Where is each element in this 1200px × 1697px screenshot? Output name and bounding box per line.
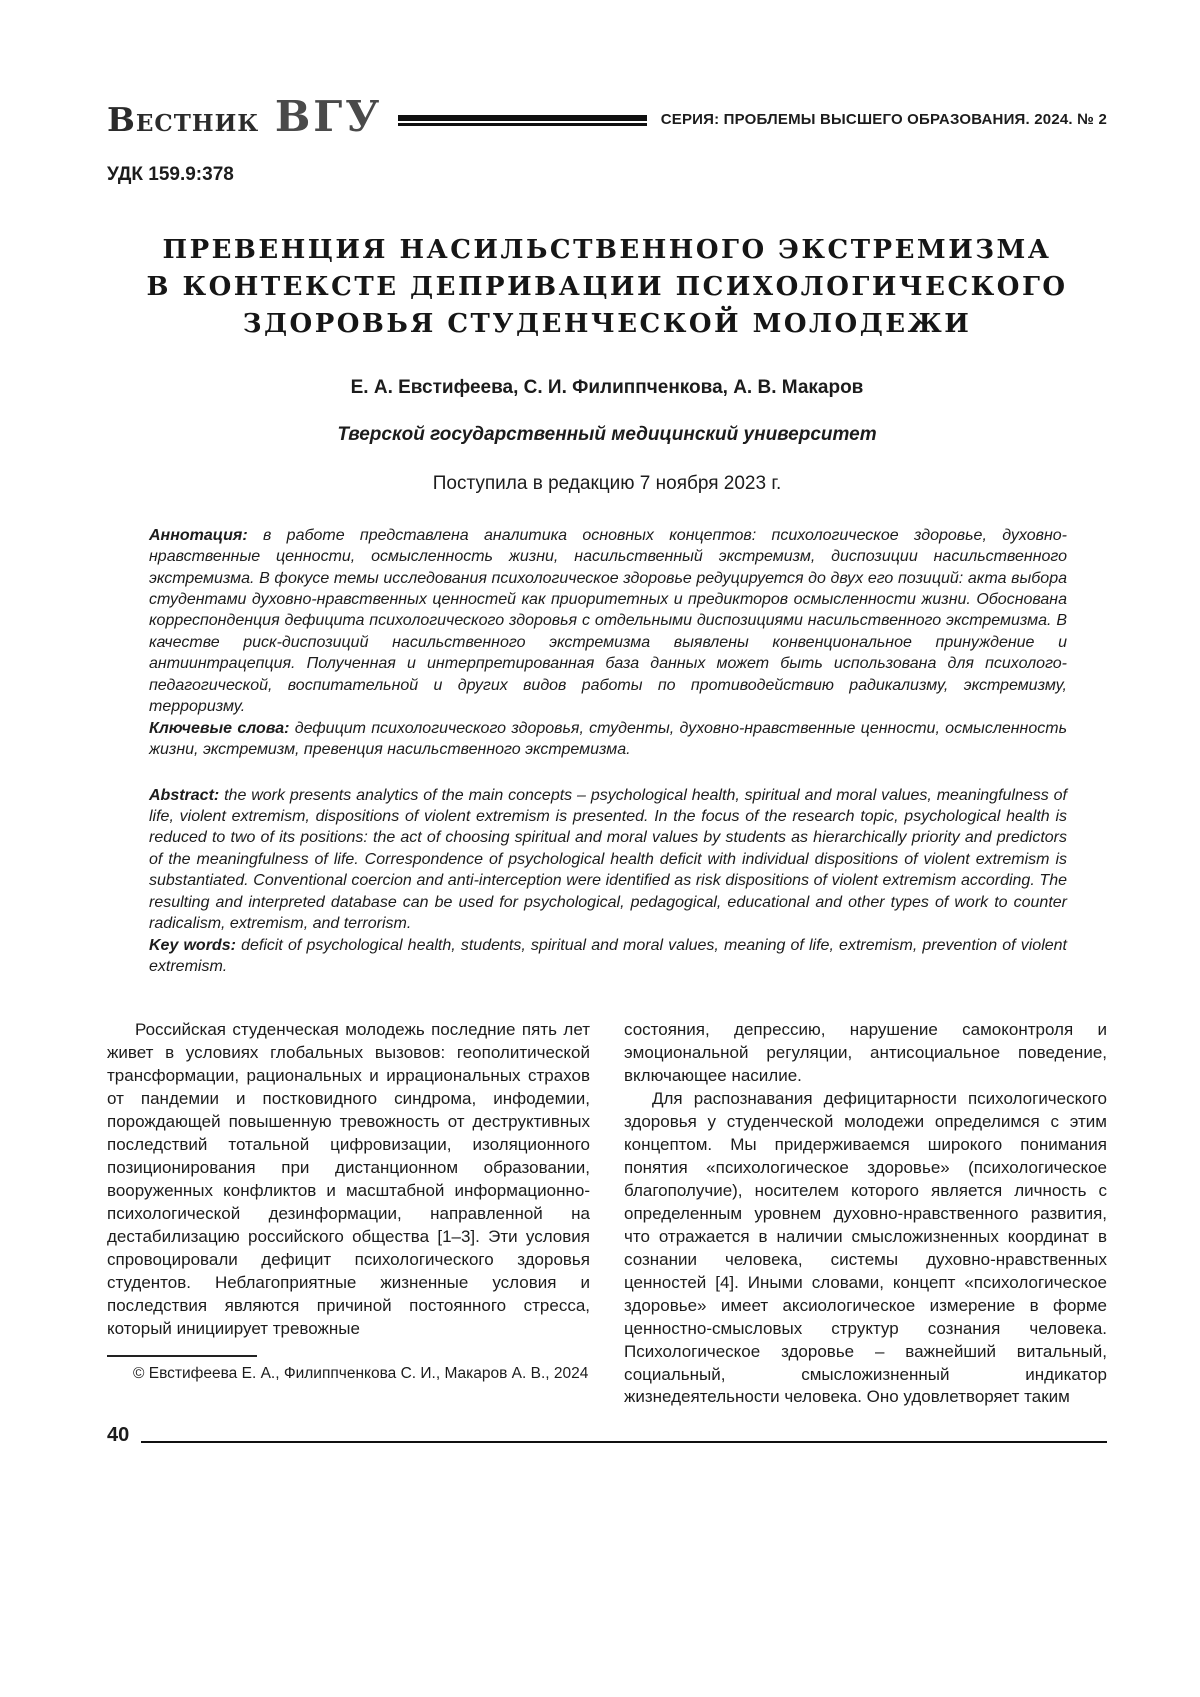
abstract-ru-block	[149, 525, 1067, 761]
abstract-en-paragraph	[149, 785, 1067, 935]
keywords-ru-text: дефицит психологического здоровья, студенты, духовно-нравственные ценности, осмысленность жизни, экстремизм, превенция насильственного экстремизма.	[149, 719, 1067, 759]
keywords-en-paragraph	[149, 935, 1067, 978]
page-number: 40	[107, 1424, 130, 1446]
keywords-en-label: Key words:	[149, 936, 236, 954]
body-paragraph: Для распознавания дефицитарности психологического здоровья у студенческой молодежи определимся с этим концептом. Мы придерживаемся широкого понимания понятия «психологическое здоровье» (психологическое благополучие), носителем которого является личность с определенным уровнем духовно-нравственного развития, что отражается в наличии смысложизненных координат в сознании человека, системы духовно-нравственных ценностей [4]. Иными словами, концепт «психологическое здоровье» имеет аксиологическое измерение в форме ценностно-смысловых структур сознания человека. Психологическое здоровье – важнейший витальный, социальный, смысложизненный индикатор жизнедеятельности человека. Оно удовлетворяет таким	[624, 1089, 1107, 1407]
article-title	[107, 232, 1107, 343]
left-column	[107, 1019, 590, 1409]
copyright-footnote	[107, 1355, 590, 1384]
annotation-text: в работе представлена аналитика основных концептов: психологическое здоровье, духовно-нравственные ценности, осмысленность жизни, насильственный экстремизм, диспозиции насильственного экстремизма. В фокусе темы исследования психологическое здоровье редуцируется до двух его позиций: акта выбора студентами духовно-нравственных ценностей как приоритетных и предикторов осмысленности жизни. Обоснована корреспонденция дефицита психологического здоровья с отдельными диспозициями насильственного экстремизма. В качестве риск-диспозиций насильственного экстремизма выявлены конвенциональное принуждение и антиинтрацепция. Полученная и интерпретированная база данных может быть использована для психолого-педагогической, воспитательной и других видов работы по противодействию радикализму, экстремизму, терроризму.	[149, 526, 1068, 716]
journal-logo	[107, 92, 383, 141]
journal-logo-vestnik: Вестник	[107, 100, 260, 139]
right-column	[624, 1019, 1107, 1409]
abstract-en-block	[149, 785, 1067, 978]
journal-logo-vgu: ВГУ	[274, 92, 383, 141]
body-paragraph: Российская студенческая молодежь последние пять лет живет в условиях глобальных вызовов: геополитической трансформации, рациональных и иррациональных страхов от пандемии и постковидного синдрома, инфодемии, порождающей повышенную тревожность от деструктивных последствий тотальной цифровизации, изоляционного позиционирования при дистанционном образовании, вооруженных конфликтов и масштабной информационно-психологической дезинформации, направленной на дестабилизацию российского общества [1–3]. Эти условия спровоцировали дефицит психологического здоровья студентов. Неблагоприятные жизненные условия и последствия являются причиной постоянного стресса, который инициирует тревожные	[107, 1020, 590, 1338]
article-body	[107, 1019, 1107, 1409]
annotation-paragraph	[149, 525, 1067, 718]
body-paragraph: состояния, депрессию, нарушение самоконтроля и эмоциональной регуляции, антисоциальное поведение, включающее насилие.	[624, 1020, 1107, 1086]
footnote-divider	[107, 1355, 257, 1357]
received-date-line: Поступила в редакцию 7 ноября 2023 г.	[432, 472, 782, 494]
page-header	[107, 92, 1107, 141]
series-title: СЕРИЯ: ПРОБЛЕМЫ ВЫСШЕГО ОБРАЗОВАНИЯ. 2024. № 2	[660, 110, 1107, 128]
page-footer	[107, 1424, 1107, 1447]
article-title-line-1: ПРЕВЕНЦИЯ НАСИЛЬСТВЕННОГО ЭКСТРЕМИЗМА	[162, 235, 1052, 265]
copyright-text: © Евстифеева Е. А., Филиппченкова С. И., Макаров А. В., 2024	[133, 1364, 589, 1382]
keywords-ru-label: Ключевые слова:	[149, 719, 290, 737]
annotation-label: Аннотация:	[149, 526, 248, 544]
keywords-en-text: deficit of psychological health, students, spiritual and moral values, meaning of life, extremism, prevention of violent extremism.	[149, 936, 1067, 976]
abstract-en-label: Abstract:	[149, 786, 220, 804]
authors-line: Е. А. Евстифеева, С. И. Филиппченкова, А. В. Макаров	[350, 376, 864, 398]
article-title-line-3: ЗДОРОВЬЯ СТУДЕНЧЕСКОЙ МОЛОДЕЖИ	[242, 308, 972, 339]
article-title-line-2: В КОНТЕКСТЕ ДЕПРИВАЦИИ ПСИХОЛОГИЧЕСКОГО	[146, 271, 1068, 302]
affiliation-line: Тверской государственный медицинский университет	[337, 423, 877, 445]
abstract-en-text: the work presents analytics of the main concepts – psychological health, spiritual and moral values, meaningfulness of life, violent extremism, dispositions of violent extremism is presented. In the focus of the research topic, psychological health is reduced to two of its positions: the act of choosing spiritual and moral values by students as hierarchically priority and predictors of the meaningfulness of life. Correspondence of psychological health deficit with individual dispositions of violent extremism is substantiated. Conventional coercion and anti-interception were identified as risk dispositions of violent extremism according. The resulting and interpreted database can be used for psychological, pedagogical, educational and other types of work to counter radicalism, extremism, and terrorism.	[149, 786, 1067, 933]
footer-divider	[141, 1441, 1107, 1443]
keywords-ru-paragraph	[149, 718, 1067, 761]
header-divider	[398, 115, 646, 126]
udc-code: УДК 159.9:378	[107, 164, 234, 185]
